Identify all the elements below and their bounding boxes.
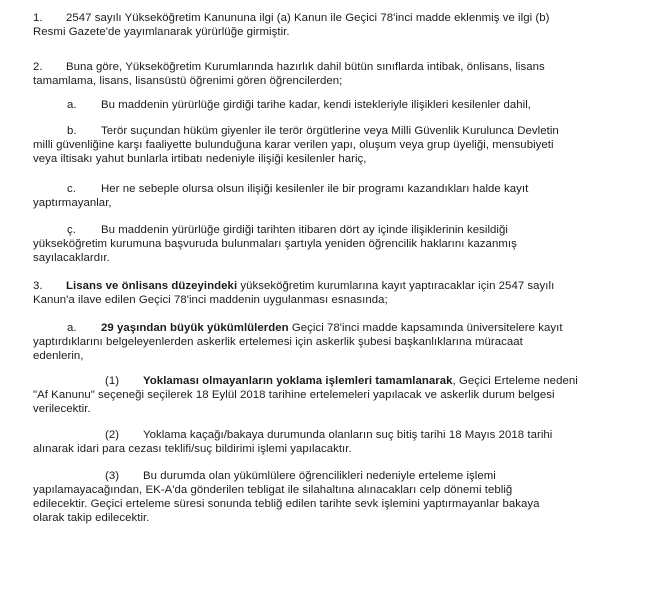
text-line: yaptırdıklarını belgeleyenlerden askerlik ertelemesi için askerlik şubesi başkanlıklarına müracaat [33, 336, 523, 348]
text-line: Resmi Gazete'de yayımlanarak yürürlüğe girmiştir. [33, 26, 290, 38]
text-line: Bu maddenin yürürlüğe girdiği tarihe kadar, kendi istekleriyle ilişikleri kesilenler dahil, [101, 99, 532, 111]
text-line: veya iltisakı yahut bunlarla irtibatı nedeniyle ilişiği kesilenler hariç, [33, 153, 367, 165]
text-line [66, 279, 554, 293]
text-line: yapılamayacağından, EK-A'da gönderilen tebligat ile silahaltına alınacakları celp dönemi tebliğ [33, 484, 513, 496]
text-line: Kanun'a ilave edilen Geçici 78'inci maddenin uygulanması esnasında; [33, 294, 388, 306]
item-letter: a. [67, 99, 77, 111]
text-run: Geçici 78'inci madde kapsamında üniversitelere kayıt [288, 322, 563, 334]
text-run: yükseköğretim kurumlarına kayıt yaptıracaklar için 2547 sayılı [237, 280, 555, 292]
item-number: 2. [33, 61, 43, 73]
bold-lead: Yoklaması olmayanların yoklama işlemleri tamamlanarak [143, 375, 453, 387]
text-line: Bu durumda olan yükümlülere öğrencilikleri nedeniyle erteleme işlemi [143, 470, 496, 482]
text-line: Her ne sebeple olursa olsun ilişiği kesilenler ile bir programı kazandıkları halde kayıt [101, 183, 529, 195]
item-letter: ç. [67, 224, 76, 236]
text-line: yaptırmayanlar, [33, 197, 112, 209]
text-line: alınarak idari para cezası teklifi/suç bildirimi işlemi yapılacaktır. [33, 443, 352, 455]
text-line: edilecektir. Geçici erteleme süresi sonunda tebliğ edilen tarihte sevk işlemini yaptırmayanlar bakaya [33, 498, 540, 510]
clause-number: (3) [105, 470, 120, 482]
text-line: Terör suçundan hüküm giyenler ile terör örgütlerine veya Milli Güvenlik Kurulunca Devletin [101, 125, 559, 137]
clause-number: (1) [105, 375, 120, 387]
text-line: Yoklama kaçağı/bakaya durumunda olanların suç bitiş tarihi 18 Mayıs 2018 tarihi [143, 429, 553, 441]
item-letter: a. [67, 322, 77, 334]
text-line: olarak takip edilecektir. [33, 512, 150, 524]
text-line [101, 321, 563, 335]
text-line: "Af Kanunu" seçeneği seçilerek 18 Eylül 2018 tarihine ertelemeleri yapılacak ve askerlik durum belgesi [33, 389, 555, 401]
text-line: 2547 sayılı Yükseköğretim Kanununa ilgi (a) Kanun ile Geçici 78'inci madde eklenmiş ve ilgi (b) [66, 12, 550, 24]
item-number: 3. [33, 280, 43, 292]
text-line: verilecektir. [33, 403, 91, 415]
text-run: , Geçici Erteleme nedeni [452, 375, 578, 387]
item-letter: c. [67, 183, 76, 195]
item-letter: b. [67, 125, 77, 137]
clause-number: (2) [105, 429, 120, 441]
bold-lead: 29 yaşından büyük yükümlülerden [101, 322, 289, 334]
text-line: tamamlama, lisans, lisansüstü öğrenimi gören öğrencilerden; [33, 75, 343, 87]
text-line: yükseköğretim kurumuna başvuruda bulunmaları şartıyla yeniden öğrencilik haklarını kazanmış [33, 238, 517, 250]
text-line: milli güvenliğine karşı faaliyette bulunduğuna karar verilen yapı, oluşum veya grup üyeliği, mensubiyeti [33, 139, 554, 151]
bold-lead: Lisans ve önlisans düzeyindeki [66, 280, 238, 292]
text-line: sayılacaklardır. [33, 252, 110, 264]
text-line [143, 374, 578, 388]
text-line: edenlerin, [33, 350, 84, 362]
text-line: Buna göre, Yükseköğretim Kurumlarında hazırlık dahil bütün sınıflarda intibak, önlisans, lisans [66, 61, 545, 73]
text-line: Bu maddenin yürürlüğe girdiği tarihten itibaren dört ay içinde ilişiklerinin kesildiği [101, 224, 508, 236]
item-number: 1. [33, 12, 43, 24]
